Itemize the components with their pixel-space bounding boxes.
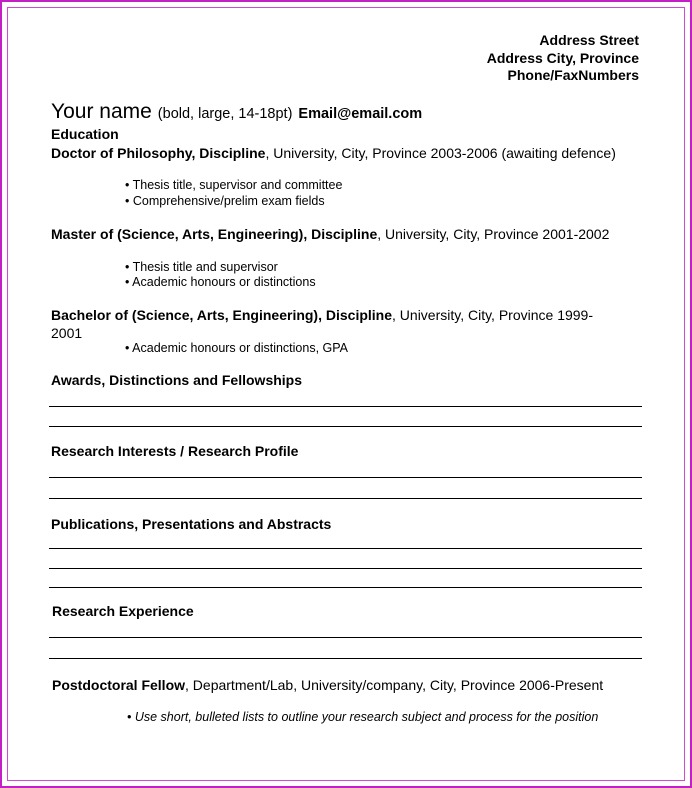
blank-line [49,568,642,569]
publications-heading: Publications, Presentations and Abstracts [51,516,332,532]
education-heading: Education [51,126,119,142]
blank-line [49,426,642,427]
phd-details: , University, City, Province 2003-2006 (awaiting defence) [265,145,616,161]
postdoc-details: , Department/Lab, University/company, City, Province 2006-Present [185,677,604,693]
research-interests-heading: Research Interests / Research Profile [51,443,299,459]
blank-line [49,587,642,588]
name-format-note: (bold, large, 14-18pt) [157,106,293,122]
list-item: • Thesis title and supervisor [125,260,278,274]
blank-line [49,548,642,549]
blank-line [49,477,642,478]
blank-line [49,498,642,499]
email-address: Email@email.com [298,106,423,122]
name-line [51,100,422,124]
postdoc-title: Postdoctoral Fellow [52,677,186,693]
bachelor-entry [51,306,621,342]
masters-details: , University, City, Province 2001-2002 [377,226,610,242]
awards-heading: Awards, Distinctions and Fellowships [51,372,303,388]
phd-degree: Doctor of Philosophy, Discipline [51,145,266,161]
phone-fax: Phone/FaxNumbers [507,67,639,83]
candidate-name: Your name [51,100,152,123]
list-item: • Use short, bulleted lists to outline your research subject and process for the position [127,710,599,724]
address-city: Address City, Province [486,50,639,66]
list-item: • Academic honours or distinctions [125,275,316,289]
list-item: • Thesis title, supervisor and committee [125,178,343,192]
blank-line [49,406,642,407]
masters-entry [51,225,621,243]
bachelor-degree: Bachelor of (Science, Arts, Engineering), Discipline [51,307,393,323]
bachelor-details: , University, City, Province 1999-2001 [51,307,594,341]
phd-entry [51,144,621,162]
research-experience-heading: Research Experience [52,603,194,619]
address-street: Address Street [539,32,639,48]
blank-line [49,658,642,659]
postdoc-entry [52,676,622,694]
list-item: • Comprehensive/prelim exam fields [125,194,325,208]
list-item: • Academic honours or distinctions, GPA [125,341,348,355]
masters-degree: Master of (Science, Arts, Engineering), Discipline [51,226,378,242]
blank-line [49,637,642,638]
